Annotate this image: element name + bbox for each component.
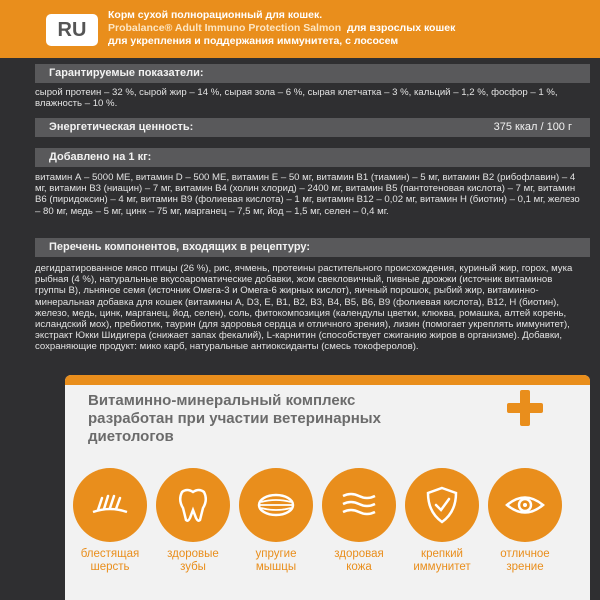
benefit-label-line1: упругие	[255, 548, 297, 560]
benefit-label-line2: иммунитет	[413, 561, 471, 573]
panel-heading-line2: разработан при участии ветеринарных	[88, 410, 381, 427]
skin-icon	[336, 482, 382, 528]
brand-name: Probalance® Adult Immuno Protection Salmon	[108, 22, 342, 34]
language-badge: RU	[46, 14, 98, 46]
energy-section-heading	[35, 118, 590, 137]
panel-heading-line1: Витаминно-минеральный комплекс	[88, 392, 356, 409]
benefit-label	[67, 548, 153, 574]
benefit-circle	[73, 468, 147, 542]
panel-heading	[88, 392, 488, 446]
benefit-circle	[488, 468, 562, 542]
benefit-circle	[156, 468, 230, 542]
muscle-icon	[253, 482, 299, 528]
benefit-circle	[405, 468, 479, 542]
benefit-vision	[482, 468, 568, 574]
benefit-label	[316, 548, 402, 574]
benefit-label	[150, 548, 236, 574]
benefit-label-line2: зрение	[506, 561, 544, 573]
fur-icon	[87, 482, 133, 528]
benefit-circle	[322, 468, 396, 542]
tooth-icon	[170, 482, 216, 528]
product-title	[108, 9, 588, 48]
eye-icon	[502, 482, 548, 528]
components-section-heading	[35, 238, 590, 257]
product-title-line3: для укрепления и поддержания иммунитета, с лососем	[108, 35, 399, 47]
added-title: Добавлено на 1 кг:	[49, 151, 152, 163]
added-text: витамин А – 5000 МЕ, витамин D – 500 МЕ, витамин Е – 50 мг, витамин В1 (тиамин) – 5 мг, витамин В2 (рибофлавин) – 4 мг, витамин В3 (ниацин) – 7 мг, витамин В4 (холин хлорид) – 2400 мг, витамин В5 (пантотеновая кислота) – 7 мг, витамин В6 (пиридоксин) – 4 мг, витамин В9 (фолиевая кислота) – 1 мг, витамин В12 – 0,02 мг, витамин Н (биотин) – 0,1 мг, железо – 80 мг, медь – 5 мг, цинк – 75 мг, марганец – 7,5 мг, йод – 1,5 мг, селен – 0,4 мг.	[35, 172, 580, 217]
benefit-label	[233, 548, 319, 574]
panel-accent-strip	[65, 375, 590, 385]
guaranteed-section-heading	[35, 64, 590, 83]
plus-icon	[505, 388, 545, 428]
benefit-immunity	[399, 468, 485, 574]
guaranteed-title: Гарантируемые показатели:	[49, 67, 204, 79]
energy-value: 375 ккал / 100 г	[493, 121, 572, 133]
benefit-label-line1: здоровые	[167, 548, 219, 560]
panel-heading-line3: диетологов	[88, 428, 174, 445]
benefit-label-line2: кожа	[346, 561, 372, 573]
benefit-label-line1: отличное	[500, 548, 550, 560]
components-text: дегидратированное мясо птицы (26 %), рис, ячмень, протеины растительного происхождения, куриный жир, горох, мука рыбная (4 %), натуральные вкусоароматические добавки, жом свекловичный, пивные дрожжи (источник витаминов группы В), льняное семя (источник Омега-3 и Омега-6 жирных кислот), яичный порошок, рыбий жир, витаминно-минеральная добавка для кошек (витамины А, D3, Е, В1, В2, В3, В4, В5, В6, В9 (фолиевая кислота), В12, Н (биотин), железо, медь, цинк, марганец, йод, селен), соль, фитокомпозиция (календулы цветки, клюква, ромашка, алтей корень, исландский мох), пребиотик, таурин (для здоровья сердца и отличного зрения), лизин (помогает укреплять иммунитет), экстракт Юкки Шидигера (снижает запах фекалий), L-карнитин (способствует сжиганию жиров в организме). Добавки, сохраняющие продукт: мико карб, натуральные антиоксиданты (смесь токоферолов).	[35, 263, 573, 353]
components-title: Перечень компонентов, входящих в рецептуру:	[49, 241, 311, 253]
benefit-label-line1: блестящая	[80, 548, 140, 560]
benefit-label-line2: шерсть	[90, 561, 130, 573]
benefit-label-line2: зубы	[180, 561, 206, 573]
benefit-label	[482, 548, 568, 574]
benefit-label	[399, 548, 485, 574]
benefit-skin	[316, 468, 402, 574]
benefit-muscles	[233, 468, 319, 574]
guaranteed-text: сырой протеин – 32 %, сырой жир – 14 %, сырая зола – 6 %, сырая клетчатка – 3 %, кальций – 1,2 %, фосфор – 1 %, влажность – 10 %.	[35, 87, 558, 110]
benefit-fur	[67, 468, 153, 574]
benefit-teeth	[150, 468, 236, 574]
added-section-heading	[35, 148, 590, 167]
benefit-label-line1: здоровая	[334, 548, 384, 560]
product-title-line1: Корм сухой полнорационный для кошек.	[108, 9, 323, 21]
benefit-label-line2: мышцы	[255, 561, 297, 573]
product-title-line2	[108, 22, 588, 35]
benefit-circle	[239, 468, 313, 542]
benefit-label-line1: крепкий	[421, 548, 463, 560]
energy-title: Энергетическая ценность:	[49, 121, 194, 133]
shield-icon	[419, 482, 465, 528]
product-title-line2-rest: для взрослых кошек	[346, 22, 456, 34]
